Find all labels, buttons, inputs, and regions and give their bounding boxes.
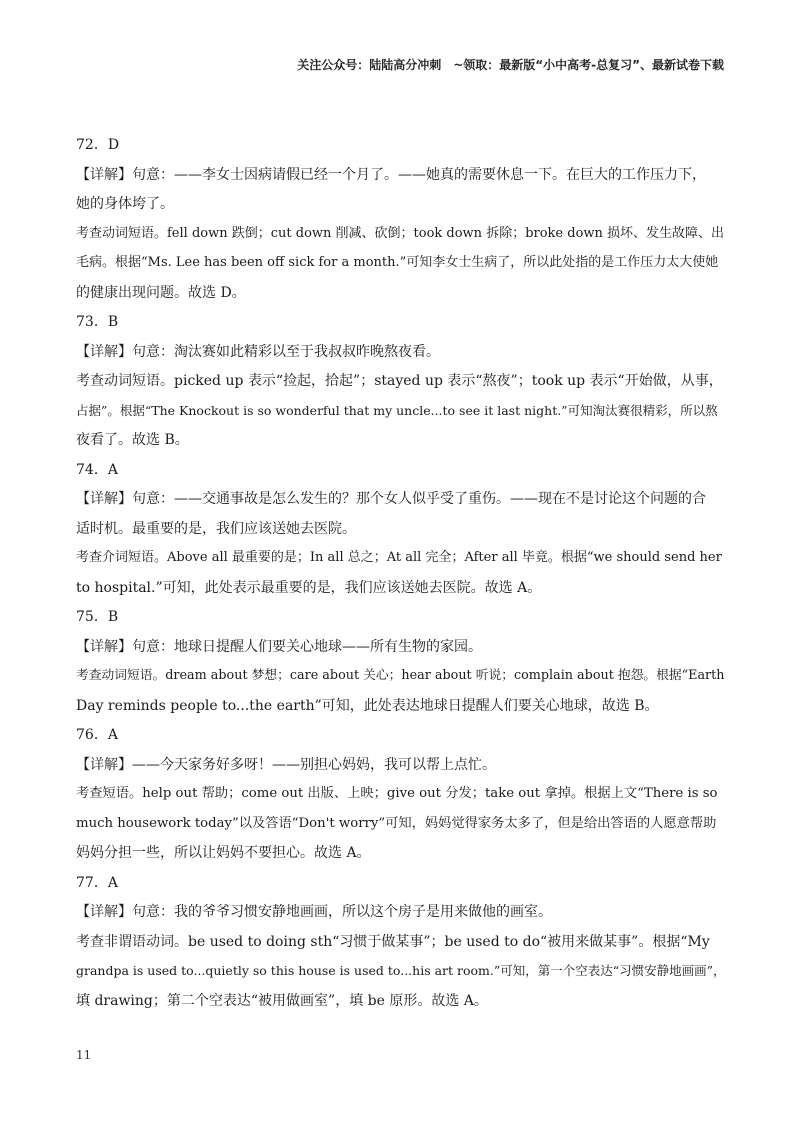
explanation-line: 她的身体垮了。 xyxy=(76,196,174,212)
explanation-line: Day reminds people to...the earth”可知，此处表达地球日提醒人们要关心地球，故选 B。 xyxy=(76,697,659,714)
explanation-line: grandpa is used to...quietly so this house is used to...his art room.”可知，第一个空表达“习惯安静地画画”， xyxy=(76,963,726,978)
explanation-line: 【详解】句意：——李女士因病请假已经一个月了。——她真的需要休息一下。在巨大的工作压力下， xyxy=(76,166,706,183)
explanation-line: 的健康出现问题。故选 D。 xyxy=(76,284,246,301)
question-number: 76．A xyxy=(76,727,118,743)
explanation-line: 考查短语。help out 帮助；come out 出版、上映；give out 分发；take out 拿掉。根据上文“There is so xyxy=(76,786,718,801)
explanation-line: 考查动词短语。dream about 梦想；care about 关心；hear about 听说；complain about 抱怨。根据“Earth xyxy=(76,668,725,683)
explanation-line: 【详解】句意：地球日提醒人们要关心地球——所有生物的家园。 xyxy=(76,638,482,655)
explanation-line: 考查介词短语。Above all 最重要的是；In all 总之；At all 完全；After all 毕竟。根据“we should send her xyxy=(76,550,722,565)
question-number: 75．B xyxy=(76,609,119,625)
explanation-line: 考查动词短语。fell down 跌倒；cut down 削减、砍倒；took down 拆除；broke down 损坏、发生故障、出 xyxy=(76,225,725,241)
page-number: 11 xyxy=(76,1048,92,1062)
explanation-line: much housework today”以及答语“Don't worry”可知，妈妈觉得家务太多了，但是给出答语的人愿意帮助 xyxy=(76,815,717,831)
question-number: 74．A xyxy=(76,461,118,478)
explanation-line: 适时机。最重要的是，我们应该送她去医院。 xyxy=(76,520,356,537)
explanation-line: 夜看了。故选 B。 xyxy=(76,432,189,448)
explanation-line: 毛病。根据“Ms. Lee has been off sick for a month.”可知李女士生病了，所以此处指的是工作压力太大使她 xyxy=(76,255,719,270)
explanation-line: 妈妈分担一些，所以让妈妈不要担心。故选 A。 xyxy=(76,845,371,861)
explanation-line: to hospital.”可知，此处表示最重要的是，我们应该送她去医院。故选 A。 xyxy=(76,579,542,596)
question-number: 77．A xyxy=(76,874,118,891)
explanation-line: 考查动词短语。picked up 表示“捡起，拾起”；stayed up 表示“熬夜”；took up 表示“开始做，从事， xyxy=(76,373,723,389)
explanation-line: 【详解】句意：淘汰赛如此精彩以至于我叔叔昨晚熬夜看。 xyxy=(76,343,440,360)
explanation-line: 填 drawing；第二个空表达“被用做画室”，填 be 原形。故选 A。 xyxy=(76,992,488,1009)
explanation-line: 【详解】——今天家务好多呀！——别担心妈妈，我可以帮上点忙。 xyxy=(76,756,496,773)
answer-explanations xyxy=(76,135,726,1020)
question-number: 72．D xyxy=(76,137,120,153)
explanation-line: 占据”。根据“The Knockout is so wonderful that my uncle...to see it last night.”可知淘汰赛很精彩，所以熬 xyxy=(76,402,718,418)
page-header: 关注公众号：陆陆高分冲刺 ~领取：最新版“小中高考-总复习”、最新试卷下载 xyxy=(297,58,724,72)
explanation-line: 【详解】句意：我的爷爷习惯安静地画画，所以这个房子是用来做他的画室。 xyxy=(76,904,552,920)
explanation-line: 【详解】句意：——交通事故是怎么发生的？那个女人似乎受了重伤。——现在不是讨论这个问题的合 xyxy=(76,491,706,507)
explanation-line: 考查非谓语动词。be used to doing sth“习惯于做某事”；be used to do“被用来做某事”。根据“My xyxy=(76,933,710,950)
question-number: 73．B xyxy=(76,314,119,330)
